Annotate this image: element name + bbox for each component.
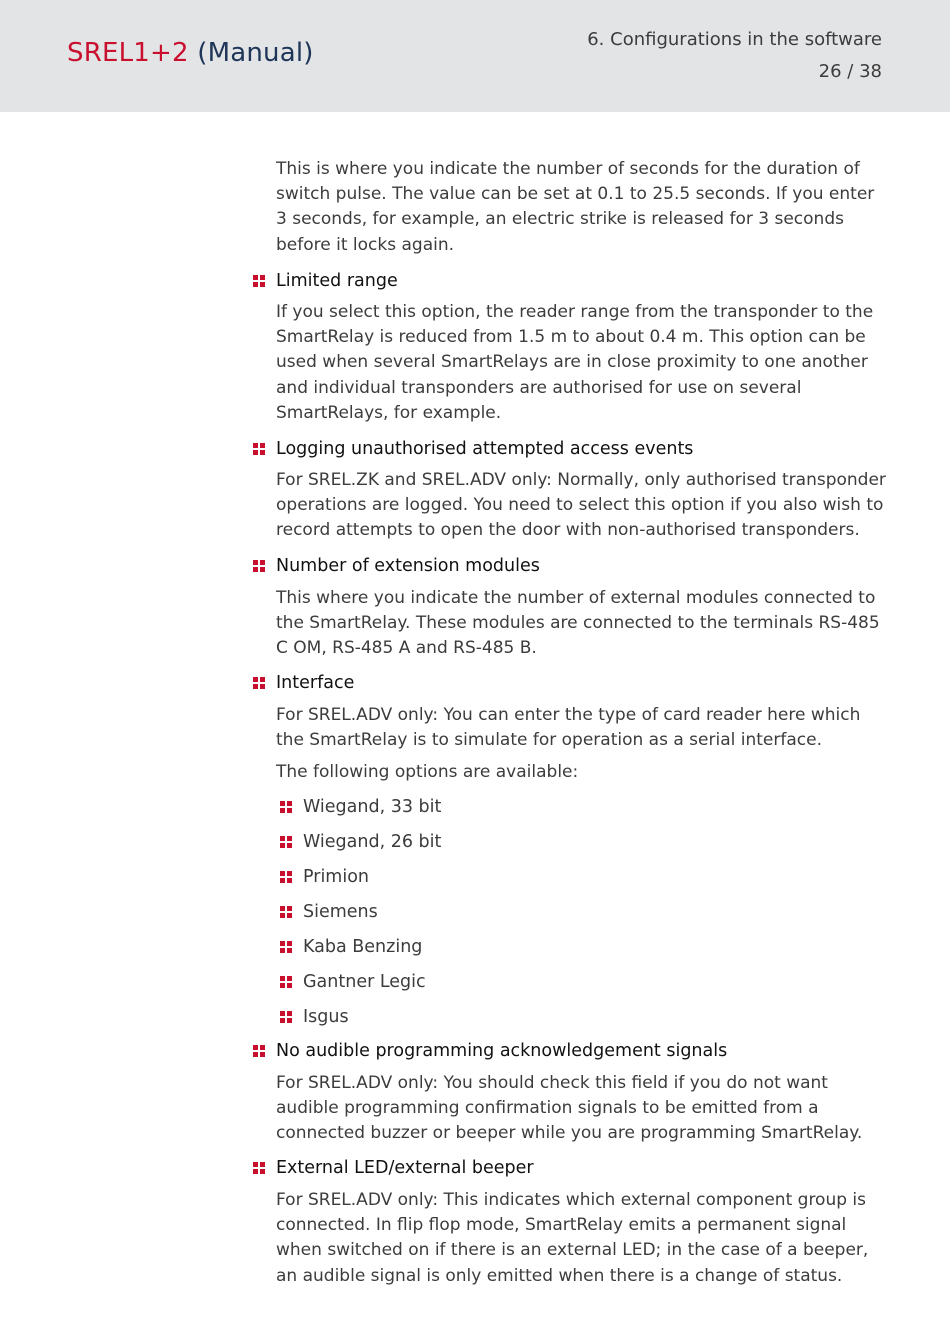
chapter-title: 6. Configurations in the software: [587, 29, 882, 50]
section-title-interface: Interface: [276, 673, 355, 693]
option-item: Isgus: [303, 1007, 349, 1027]
section-title-extension-modules: Number of extension modules: [276, 556, 540, 576]
title-suffix: (Manual): [197, 38, 314, 68]
bullet-icon: [280, 906, 292, 918]
bullet-icon: [253, 1045, 265, 1057]
section-title-limited-range: Limited range: [276, 271, 398, 291]
page-header: [0, 0, 950, 112]
bullet-icon: [280, 871, 292, 883]
bullet-icon: [253, 443, 265, 455]
document-title: [67, 38, 314, 68]
bullet-icon: [280, 801, 292, 813]
page-number: 26 / 38: [818, 61, 882, 82]
bullet-icon: [253, 677, 265, 689]
bullet-icon: [280, 836, 292, 848]
bullet-icon: [253, 275, 265, 287]
bullet-icon: [280, 941, 292, 953]
option-item: Wiegand, 26 bit: [303, 832, 442, 852]
section-text-logging-unauthorised: For SREL.ZK and SREL.ADV only: Normally, only authorised transponder operations are logged. You need to select this option if you also wish to record attempts to open the door with non-authorised transponders.: [276, 470, 886, 541]
option-item: Siemens: [303, 902, 378, 922]
section-text-extension-modules: This where you indicate the number of external modules connected to the SmartRelay. These modules are connected to the terminals RS-485 C OM, RS-485 A and RS-485 B.: [276, 588, 880, 659]
section-text-interface: For SREL.ADV only: You can enter the type of card reader here which the SmartRelay is to simulate for operation as a serial interface.: [276, 705, 861, 751]
intro-paragraph: This is where you indicate the number of seconds for the duration of switch pulse. The value can be set at 0.1 to 25.5 seconds. If you enter 3 seconds, for example, an electric strike is released for 3 seconds before it locks again.: [276, 159, 875, 255]
bullet-icon: [280, 976, 292, 988]
product-name: SREL1+2: [67, 38, 189, 68]
section-title-logging-unauthorised: Logging unauthorised attempted access events: [276, 439, 694, 459]
section-text-no-audible-signals: For SREL.ADV only: You should check this field if you do not want audible programming confirmation signals to be emitted from a connected buzzer or beeper while you are programming SmartRelay.: [276, 1073, 863, 1144]
bullet-icon: [253, 560, 265, 572]
bullet-icon: [253, 1162, 265, 1174]
section-text-interface-options-intro: The following options are available:: [276, 762, 579, 782]
section-title-no-audible-signals: No audible programming acknowledgement signals: [276, 1041, 728, 1061]
section-text-limited-range: If you select this option, the reader range from the transponder to the SmartRelay is reduced from 1.5 m to about 0.4 m. This option can be used when several SmartRelays are in close proximity to one another and individual transponders are authorised for use on several SmartRelays, for example.: [276, 302, 874, 423]
section-text-external-led-beeper: For SREL.ADV only: This indicates which external component group is connected. In flip flop mode, SmartRelay emits a permanent signal when switched on if there is an external LED; in the case of a beeper, an audible signal is only emitted when there is a change of status.: [276, 1190, 869, 1286]
option-item: Kaba Benzing: [303, 937, 423, 957]
option-item: Gantner Legic: [303, 972, 426, 992]
section-title-external-led-beeper: External LED/external beeper: [276, 1158, 534, 1178]
option-item: Wiegand, 33 bit: [303, 797, 442, 817]
option-item: Primion: [303, 867, 370, 887]
bullet-icon: [280, 1011, 292, 1023]
